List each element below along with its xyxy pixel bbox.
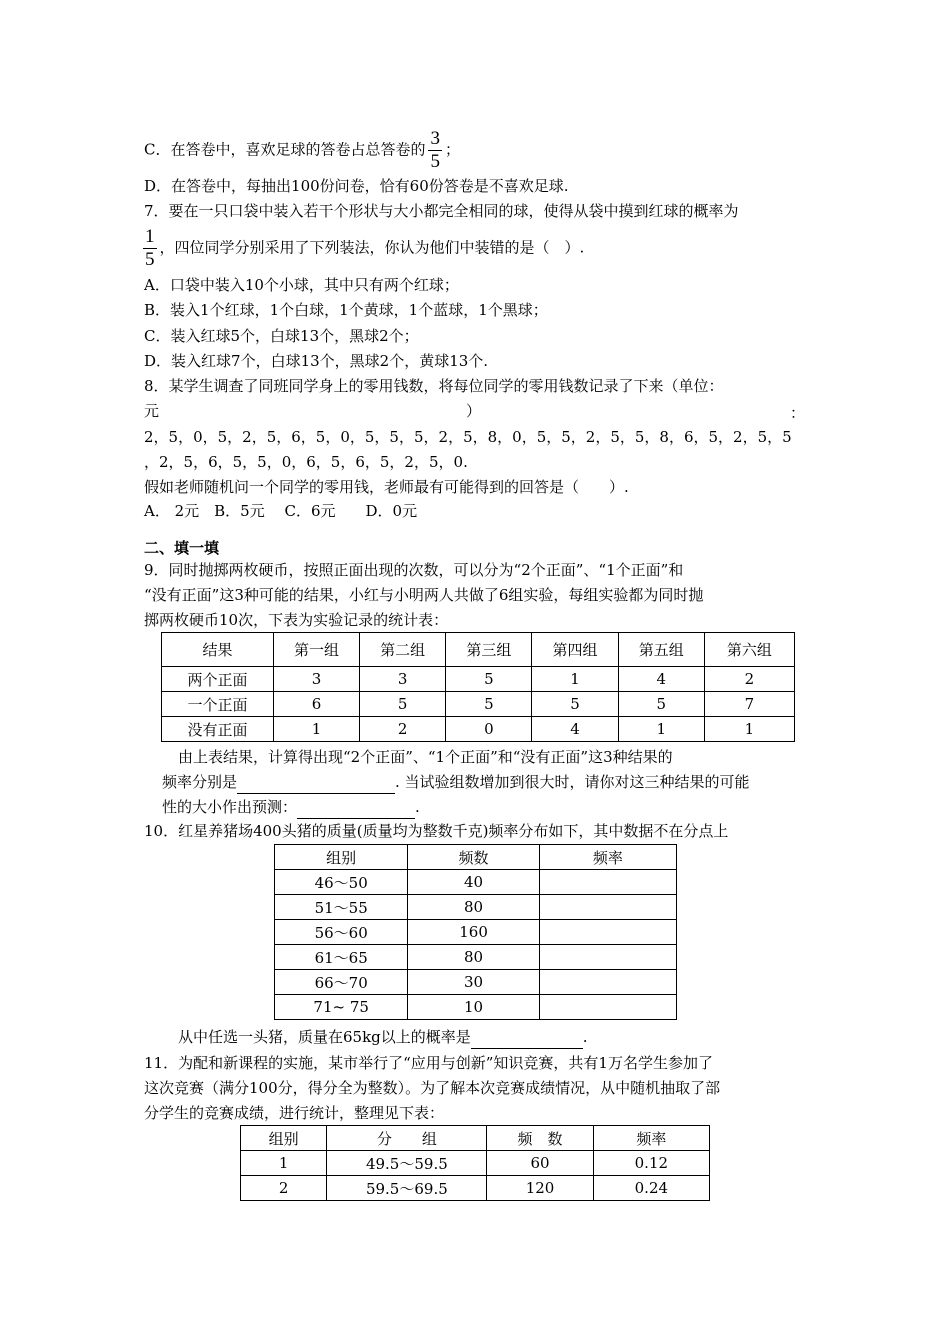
table-cell (539, 970, 676, 995)
q9-stem-line1: 9．同时抛掷两枚硬币，按照正面出现的次数，可以分为“2个正面”、“1个正面”和 (144, 561, 684, 579)
table-cell: 两个正面 (162, 667, 274, 692)
table-cell (539, 870, 676, 895)
table-cell: 30 (408, 970, 539, 995)
q7-fraction: $\frac{1}{5}$ (145, 226, 155, 270)
q9-header-cell: 结果 (162, 633, 274, 667)
table-cell: 51～55 (275, 895, 408, 920)
q10-table-header (275, 845, 677, 870)
q8-unit-yuan: 元 (144, 402, 160, 420)
q9-table-header (162, 633, 795, 667)
table-cell: 1 (532, 667, 618, 692)
q10-header-cell: 频数 (408, 845, 539, 870)
table-cell: 2 (704, 667, 794, 692)
table-cell: 6 (273, 692, 359, 717)
table-row (275, 870, 677, 895)
table-cell (539, 995, 676, 1020)
q11-stem-line1: 11．为配和新课程的实施，某市举行了“应用与创新”知识竞赛，共有1万名学生参加了 (144, 1054, 713, 1072)
q7-option-d: D．装入红球7个，白球13个，黑球2个，黄球13个. (144, 352, 489, 370)
table-cell (539, 920, 676, 945)
table-cell: 2 (360, 717, 446, 742)
table-cell: 80 (408, 945, 539, 970)
table-cell: 5 (360, 692, 446, 717)
q9-answer-blank-1[interactable] (237, 771, 395, 794)
q9-header-cell: 第二组 (360, 633, 446, 667)
table-row (275, 995, 677, 1020)
table-cell: 61～65 (275, 945, 408, 970)
table-cell: 2 (241, 1176, 327, 1201)
table-cell: 49.5～59.5 (327, 1151, 487, 1176)
table-cell: 4 (618, 667, 704, 692)
table-cell (539, 895, 676, 920)
q10-header-cell: 组别 (275, 845, 408, 870)
q8-data-line2: ，2，5，6，5，5，0，6，5，6，5，2，5，0. (144, 453, 468, 471)
table-cell: 3 (360, 667, 446, 692)
q10-answer-blank[interactable] (471, 1026, 583, 1049)
q9-table (161, 632, 795, 742)
table-cell: 没有正面 (162, 717, 274, 742)
table-row (241, 1151, 710, 1176)
q9-stem-line3: 掷两枚硬币10次，下表为实验记录的统计表： (144, 611, 449, 629)
table-cell: 1 (618, 717, 704, 742)
table-cell: 一个正面 (162, 692, 274, 717)
table-row (241, 1176, 710, 1201)
q9-header-cell: 第五组 (618, 633, 704, 667)
q10-stem: 10．红星养猪场400头猪的质量(质量均为整数千克)频率分布如下，其中数据不在分点上 (144, 822, 729, 840)
table-cell: 4 (532, 717, 618, 742)
table-cell (539, 945, 676, 970)
table-cell: 160 (408, 920, 539, 945)
table-cell: 66～70 (275, 970, 408, 995)
q7-stem-line1: 7．要在一只口袋中装入若干个形状与大小都完全相同的球，使得从袋中摸到红球的概率为 (144, 202, 739, 220)
q8-unit-paren: ） (466, 402, 482, 420)
q8-unit-colon: ： (790, 404, 806, 422)
table-cell: 71~ 75 (275, 995, 408, 1020)
q11-stem-line3: 分学生的竞赛成绩，进行统计，整理见下表： (144, 1104, 445, 1122)
q9-stem-line2: “没有正面”这3种可能的结果，小红与小明两人共做了6组实验，每组实验都为同时抛 (144, 586, 704, 604)
q9-header-cell: 第四组 (532, 633, 618, 667)
table-cell: 0.12 (593, 1151, 709, 1176)
table-cell: 59.5～69.5 (327, 1176, 487, 1201)
table-cell: 5 (618, 692, 704, 717)
q7-option-b: B．装入1个红球，1个白球，1个黄球，1个蓝球，1个黑球； (144, 301, 548, 319)
table-cell: 120 (487, 1176, 593, 1201)
table-cell: 80 (408, 895, 539, 920)
q11-header-cell: 频 数 (487, 1126, 593, 1151)
table-cell: 56～60 (275, 920, 408, 945)
q9-after-line1: 由上表结果，计算得出现“2个正面”、“1个正面”和“没有正面”这3种结果的 (178, 748, 673, 766)
table-cell: 60 (487, 1151, 593, 1176)
q10-table (274, 844, 677, 1020)
table-row (275, 920, 677, 945)
table-cell: 5 (446, 692, 532, 717)
q10-after: 从中任选一头猪，质量在65kg以上的概率是 . (178, 1026, 588, 1049)
q8-options: A． 2元 B．5元 C．6元 D．0元 (144, 502, 418, 520)
table-cell: 40 (408, 870, 539, 895)
q11-header-cell: 组别 (241, 1126, 327, 1151)
q6-option-c-text: C．在答卷中，喜欢足球的答卷占总答卷的 (144, 140, 426, 159)
q8-question: 假如老师随机问一个同学的零用钱，老师最有可能得到的回答是（ ）. (144, 478, 629, 496)
q9-header-cell: 第六组 (704, 633, 794, 667)
section-2-title: 二、填一填 (144, 539, 220, 557)
table-cell: 0 (446, 717, 532, 742)
table-cell: 1 (241, 1151, 327, 1176)
q6-option-c: C．在答卷中，喜欢足球的答卷占总答卷的 $\frac{3}{5}$ ； (144, 128, 460, 172)
q9-header-cell: 第一组 (273, 633, 359, 667)
table-cell: 10 (408, 995, 539, 1020)
q7-option-c: C．装入红球5个，白球13个，黑球2个； (144, 327, 419, 345)
q11-table-header (241, 1126, 710, 1151)
q9-header-cell: 第三组 (446, 633, 532, 667)
q10-header-cell: 频率 (539, 845, 676, 870)
q6-fraction: $\frac{3}{5}$ (430, 128, 440, 172)
table-cell: 1 (704, 717, 794, 742)
table-row (275, 970, 677, 995)
table-row (162, 667, 795, 692)
q9-answer-blank-2[interactable] (297, 796, 415, 819)
table-cell: 5 (532, 692, 618, 717)
q7-stem-line2: $\frac{1}{5}$ ，四位同学分别采用了下列装法，你认为他们中装错的是（ ）. (145, 226, 585, 270)
table-row (275, 945, 677, 970)
table-row (275, 895, 677, 920)
table-cell: 1 (273, 717, 359, 742)
table-cell: 0.24 (593, 1176, 709, 1201)
table-row (162, 692, 795, 717)
q11-table (240, 1125, 710, 1201)
table-cell: 7 (704, 692, 794, 717)
table-cell: 5 (446, 667, 532, 692)
q11-header-cell: 频率 (593, 1126, 709, 1151)
q8-data-line1: 2，5，0，5，2，5，6，5，0，5，5，5，2，5，8，0，5，5，2，5，5，8，6，5，2，5，5 (144, 428, 792, 446)
q11-stem-line2: 这次竞赛（满分100分，得分全为整数）。为了解本次竞赛成绩情况，从中随机抽取了部 (144, 1079, 721, 1097)
q8-stem-line1: 8．某学生调查了同班同学身上的零用钱数，将每位同学的零用钱数记录了下来（单位： (144, 377, 724, 395)
q6-option-d: D．在答卷中，每抽出100份问卷，恰有60份答卷是不喜欢足球. (144, 177, 569, 195)
q9-after-line3: 性的大小作出预测： . (162, 796, 420, 819)
table-cell: 46～50 (275, 870, 408, 895)
q7-option-a: A．口袋中装入10个小球，其中只有两个红球； (144, 276, 459, 294)
q11-header-cell: 分 组 (327, 1126, 487, 1151)
table-row (162, 717, 795, 742)
table-cell: 3 (273, 667, 359, 692)
q9-after-line2: 频率分别是 . 当试验组数增加到很大时，请你对这三种结果的可能 (162, 771, 750, 794)
